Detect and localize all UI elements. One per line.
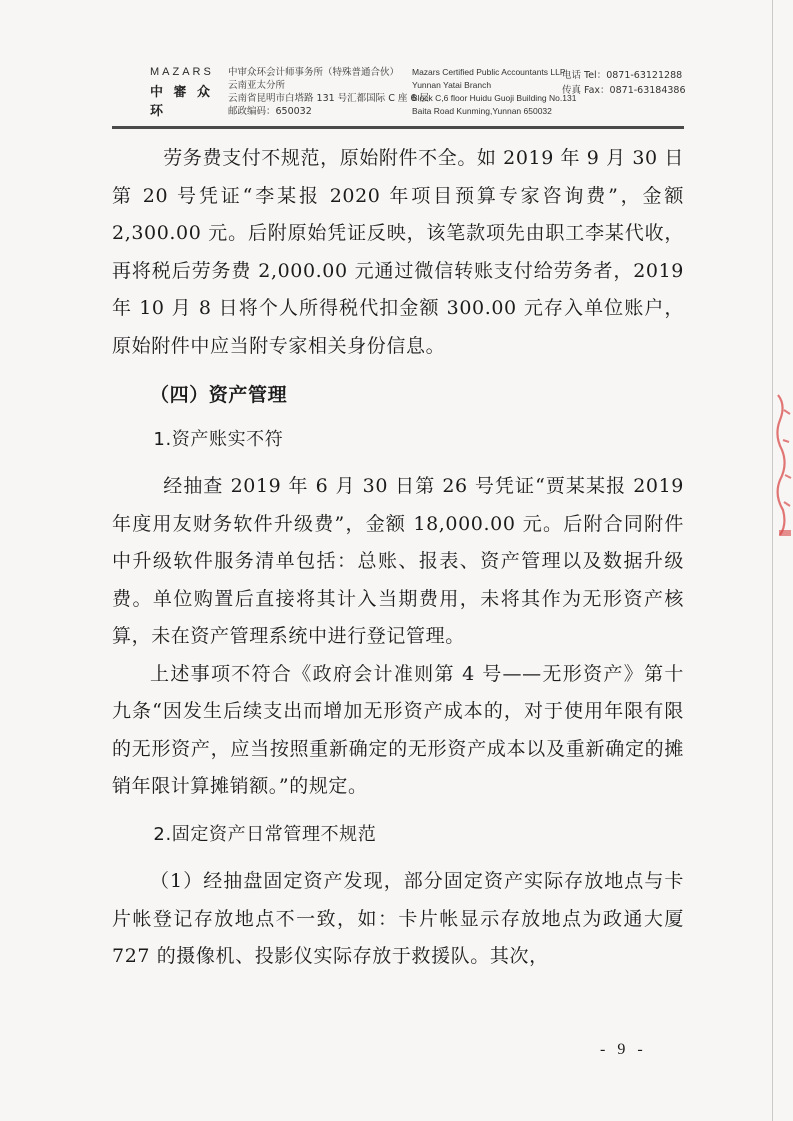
letterhead xyxy=(150,66,710,122)
paragraph-inventory-check: （1）经抽盘固定资产发现，部分固定资产实际存放地点与卡片帐登记存放地点不一致，如：卡片帐显示存放地点为政通大厦 727 的摄像机、投影仪实际存放于救援队。其次， xyxy=(112,870,684,967)
firm-info-english xyxy=(412,66,576,118)
address-en-line1: Block C,6 floor Huidu Guoji Building No.131 xyxy=(412,93,577,103)
address-en-line2: Baita Road Kunming,Yunnan 650032 xyxy=(412,106,552,116)
firm-info-chinese xyxy=(228,66,429,118)
branch-en: Yunnan Yatai Branch xyxy=(412,80,492,90)
document-body xyxy=(112,140,684,976)
paragraph-regulation: 上述事项不符合《政府会计准则第 4 号——无形资产》第十九条“因发生后续支出而增加无形资产成本的，对于使用年限有限的无形资产，应当按照重新确定的无形资产成本以及重新确定的摊销年限计算摊销额。”的规定。 xyxy=(112,662,684,797)
firm-name-en: Mazars Certified Public Accountants LLP xyxy=(412,67,566,77)
subheading-fixed-assets: 2.固定资产日常管理不规范 xyxy=(153,823,377,845)
logo-latin-text: MAZARS xyxy=(150,66,214,78)
binding-edge-line xyxy=(772,0,773,1121)
firm-logo xyxy=(150,66,216,119)
header-divider xyxy=(112,126,684,129)
logo-chinese-text: 中 審 众 环 xyxy=(150,85,214,119)
section-heading-asset-management: （四）资产管理 xyxy=(150,384,288,406)
firm-name-cn: 中审众环会计师事务所（特殊普通合伙） xyxy=(228,67,400,78)
paragraph-labor-fee: 劳务费支付不规范，原始附件不全。如 2019 年 9 月 30 日第 20 号凭证“李某报 2020 年项目预算专家咨询费”，金额 2,300.00 元。后附原始凭证反映，该笔款项先由职工李某代收，再将税后劳务费 2,000.00 元通过微信转账支付给劳务者，2019 年 10 月 8 日将个人所得税代扣金额 300.00 元存入单位账户，原始附件中应当附专家相关身份信息。 xyxy=(112,147,684,357)
branch-cn: 云南亚太分所 xyxy=(228,80,286,91)
red-seal-fragment xyxy=(768,390,793,540)
firm-contact xyxy=(562,68,686,98)
telephone: 电话 Tel：0871-63121288 xyxy=(562,70,683,81)
postcode-cn: 邮政编码：650032 xyxy=(228,106,312,117)
subheading-asset-mismatch: 1.资产账实不符 xyxy=(153,428,284,450)
fax: 传真 Fax：0871-63184386 xyxy=(562,85,686,96)
address-cn: 云南省昆明市白塔路 131 号汇都国际 C 座 6 层 xyxy=(228,93,429,104)
paragraph-software-upgrade: 经抽查 2019 年 6 月 30 日第 26 号凭证“贾某某报 2019 年度用友财务软件升级费”，金额 18,000.00 元。后附合同附件中升级软件服务清单包括：总账、报表、资产管理以及数据升级费。单位购置后直接将其计入当期费用，未将其作为无形资产核算，未在资产管理系统中进行登记管理。 xyxy=(112,475,684,647)
page-number: - 9 - xyxy=(600,1041,647,1058)
